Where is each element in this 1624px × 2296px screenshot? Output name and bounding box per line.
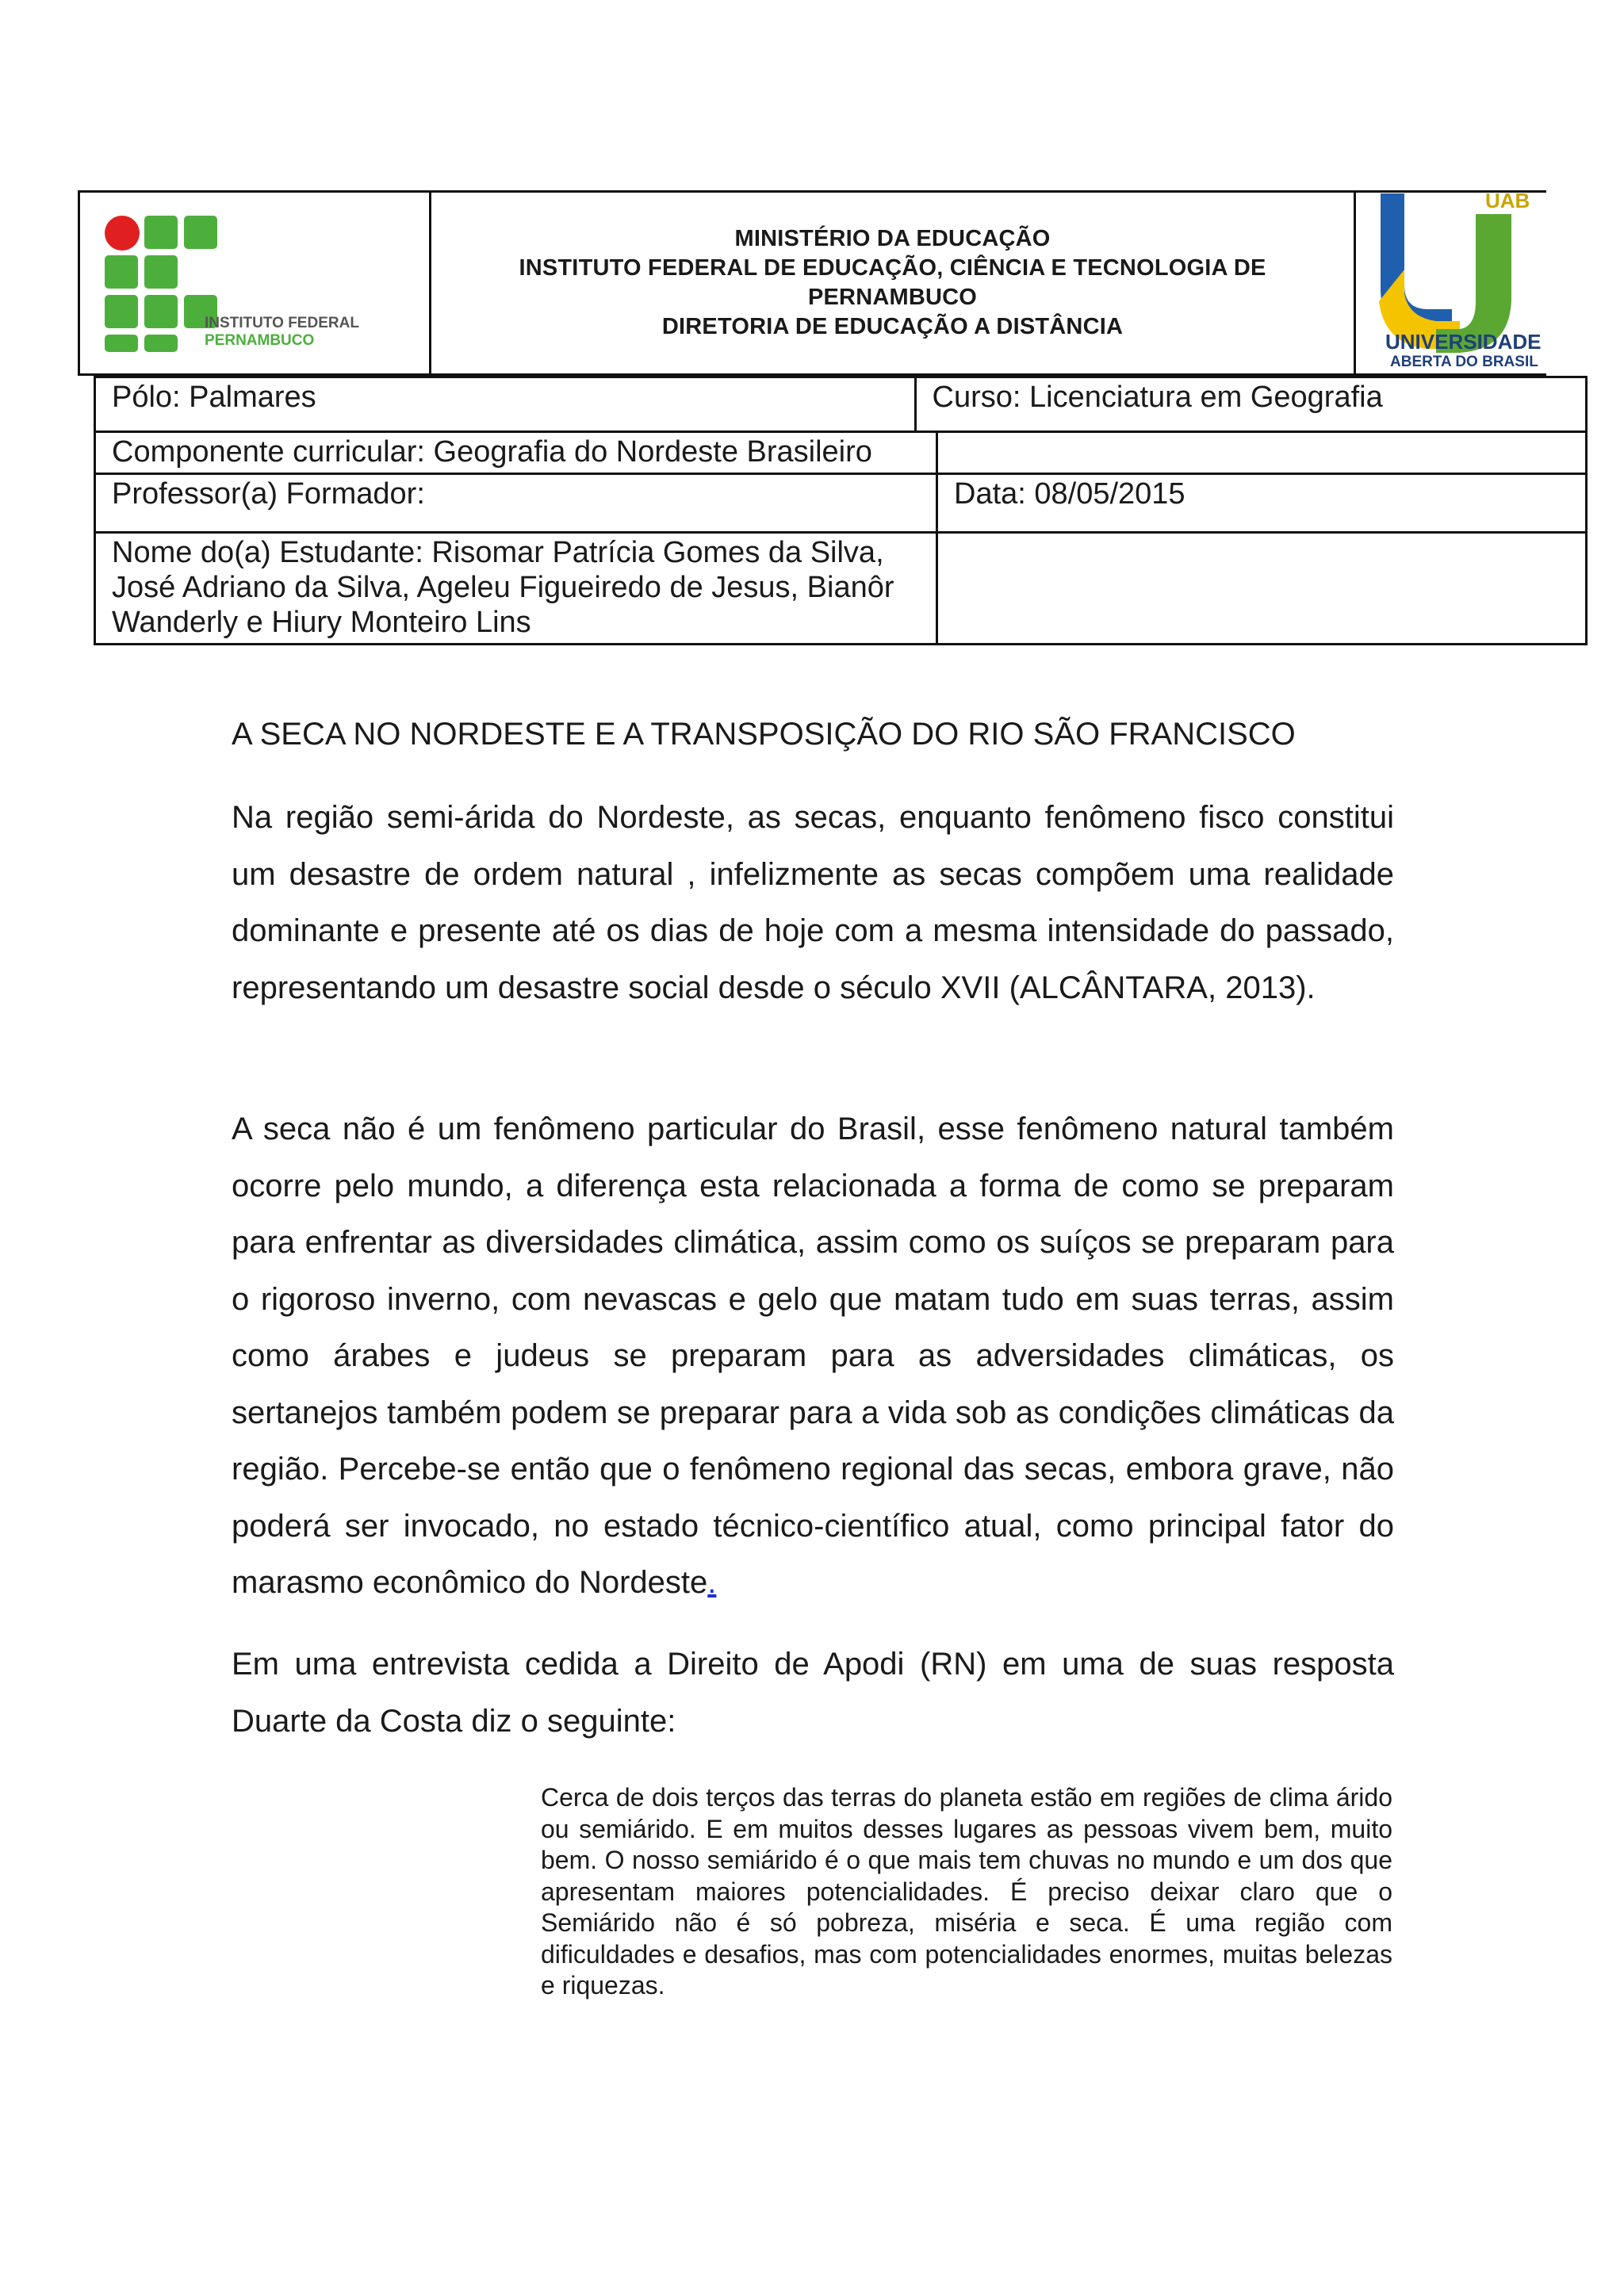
student-info-table bbox=[94, 376, 1588, 433]
uab-logo bbox=[1373, 190, 1547, 376]
paragraph-2-text: A seca não é um fenômeno particular do Brasil, esse fenômeno natural também ocorre pelo mundo, a diferença esta relacionada a forma de como se preparam para enfrentar as diversidades climática, assim como os suíços se preparam para o rigoroso inverno, com nevascas e gelo que matam tudo em suas terras, assim como árabes e judeus se preparam para as adversidades climáticas, os sertanejos também podem se preparar para a vida sob as condições climáticas da região. Percebe-se então que o fenômeno regional das secas, embora grave, não poderá ser invocado, no estado técnico-científico atual, como principal fator do marasmo econômico do Nordeste bbox=[232, 1112, 1394, 1600]
uab-logo-text-2: ABERTA DO BRASIL bbox=[1390, 354, 1538, 370]
table-row bbox=[95, 533, 1587, 645]
paragraph-1: Na região semi-árida do Nordeste, as secas, enquanto fenômeno fisco constitui um desastre de ordem natural , infelizmente as secas compõem uma realidade dominante e presente até os dias de hoje com a mesma intensidade do passado, representando um desastre social desde o século XVII (ALCÂNTARA, 2013). bbox=[232, 800, 1394, 1005]
header-directorate: DIRETORIA DE EDUCAÇÃO A DISTÂNCIA bbox=[661, 314, 1124, 339]
curso-cell: Curso: Licenciatura em Geografia bbox=[915, 377, 1586, 432]
paragraph-2 bbox=[232, 1101, 1394, 1612]
header-state: PERNAMBUCO bbox=[807, 285, 978, 310]
uab-logo-text-1: UNIVERSIDADE bbox=[1385, 330, 1542, 354]
data-cell: Data: 08/05/2015 bbox=[937, 474, 1587, 533]
componente-cell: Componente curricular: Geografia do Nordeste Brasileiro bbox=[95, 432, 937, 474]
header-ministry: MINISTÉRIO DA EDUCAÇÃO bbox=[734, 226, 1051, 251]
student-info-table-2 bbox=[94, 430, 1588, 645]
ifpe-logo-text-2: PERNAMBUCO bbox=[205, 332, 315, 349]
table-row bbox=[95, 474, 1587, 533]
professor-cell: Professor(a) Formador: bbox=[95, 474, 937, 533]
polo-cell: Pólo: Palmares bbox=[95, 377, 916, 432]
empty-cell bbox=[937, 533, 1587, 645]
table-row bbox=[95, 377, 1587, 432]
paragraph-3: Em uma entrevista cedida a Direito de Apodi (RN) em uma de suas resposta Duarte da Costa diz o seguinte: bbox=[232, 1647, 1394, 1739]
nome-cell: Nome do(a) Estudante: Risomar Patrícia Gomes da Silva, José Adriano da Silva, Ageleu Figueiredo de Jesus, Bianôr Wanderly e Hiury Monteiro Lins bbox=[95, 533, 937, 645]
ifpe-logo bbox=[102, 212, 403, 355]
uab-logo-abbr: UAB bbox=[1485, 190, 1530, 212]
page-title: A SECA NO NORDESTE E A TRANSPOSIÇÃO DO RIO SÃO FRANCISCO bbox=[232, 717, 1296, 752]
paragraph-2-link[interactable]: . bbox=[707, 1565, 717, 1600]
empty-cell bbox=[937, 432, 1587, 474]
ifpe-logo-text-1: INSTITUTO FEDERAL bbox=[205, 315, 359, 331]
block-quote: Cerca de dois terços das terras do planeta estão em regiões de clima árido ou semiárido. E em muitos desses lugares as pessoas vivem bem, muito bem. O nosso semiárido é o que mais tem chuvas no mundo e um dos que apresentam maiores potencialidades. É preciso deixar claro que o Semiárido não é só pobreza, miséria e seca. É uma região com dificuldades e desafios, mas com potencialidades enormes, muitas belezas e riquezas. bbox=[541, 1783, 1392, 1999]
header-institute: INSTITUTO FEDERAL DE EDUCAÇÃO, CIÊNCIA E TECNOLOGIA DE bbox=[519, 255, 1266, 281]
table-row bbox=[95, 432, 1587, 474]
header-title-cell bbox=[429, 190, 1356, 376]
ifpe-logo-red-dot bbox=[105, 216, 140, 251]
